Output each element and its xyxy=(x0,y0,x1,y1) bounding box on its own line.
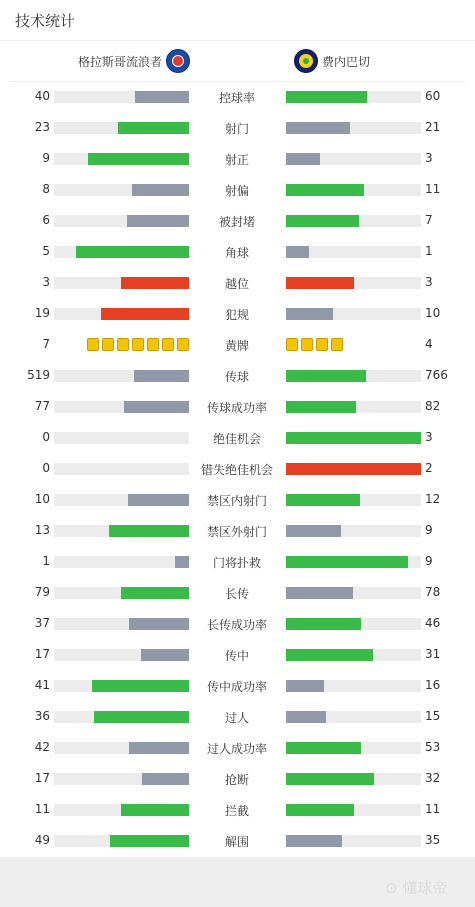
stat-label: 传球成功率 xyxy=(206,401,267,415)
home-bar xyxy=(121,587,189,599)
teams-header xyxy=(10,41,465,82)
home-bar-track xyxy=(54,153,189,165)
home-yellow-cards xyxy=(87,338,189,352)
away-value: 82 xyxy=(425,399,441,413)
away-value: 21 xyxy=(425,120,441,134)
stat-row xyxy=(0,453,475,484)
stat-label: 绝佳机会 xyxy=(212,432,261,446)
yellow-card-icon xyxy=(87,338,99,351)
stat-label: 犯规 xyxy=(224,308,249,322)
stat-label: 传球 xyxy=(224,370,249,384)
stat-row xyxy=(0,81,475,112)
home-bar-track xyxy=(54,618,189,630)
home-team xyxy=(78,41,194,81)
stat-label: 过人成功率 xyxy=(206,742,267,756)
stat-label: 长传 xyxy=(224,587,249,601)
away-value: 766 xyxy=(425,368,448,382)
home-value: 36 xyxy=(34,709,50,723)
away-bar xyxy=(286,835,342,847)
home-bar-track xyxy=(54,711,189,723)
home-value: 8 xyxy=(42,182,50,196)
stat-row xyxy=(0,143,475,174)
away-team xyxy=(290,41,370,81)
away-bar xyxy=(286,463,421,475)
away-value: 9 xyxy=(425,554,433,568)
home-value: 9 xyxy=(42,151,50,165)
home-bar xyxy=(88,153,189,165)
away-bar xyxy=(286,494,360,506)
home-bar-track xyxy=(54,494,189,506)
away-team-name: 费内巴切 xyxy=(322,54,371,69)
home-bar xyxy=(121,804,189,816)
away-bar-track xyxy=(286,742,421,754)
yellow-card-icon xyxy=(102,338,114,351)
home-bar-track xyxy=(54,804,189,816)
yellow-card-icon xyxy=(316,338,328,351)
away-bar xyxy=(286,122,350,134)
home-value: 0 xyxy=(42,430,50,444)
home-bar xyxy=(132,184,189,196)
home-bar xyxy=(94,711,189,723)
stat-label: 错失绝佳机会 xyxy=(200,463,273,477)
home-bar xyxy=(110,835,189,847)
home-value: 10 xyxy=(34,492,50,506)
home-bar-track xyxy=(54,773,189,785)
away-bar-track xyxy=(286,835,421,847)
stat-label: 解围 xyxy=(224,835,249,849)
home-value: 0 xyxy=(42,461,50,475)
home-value: 23 xyxy=(34,120,50,134)
page-title: 技术统计 xyxy=(15,12,76,30)
home-value: 41 xyxy=(34,678,50,692)
away-value: 78 xyxy=(425,585,441,599)
away-yellow-cards xyxy=(286,338,343,352)
away-bar-track xyxy=(286,153,421,165)
away-value: 53 xyxy=(425,740,441,754)
stat-row xyxy=(0,608,475,639)
home-bar xyxy=(109,525,189,537)
home-bar xyxy=(118,122,189,134)
home-value: 1 xyxy=(42,554,50,568)
away-value: 16 xyxy=(425,678,441,692)
yellow-card-icon xyxy=(177,338,189,351)
home-bar xyxy=(135,91,189,103)
away-bar xyxy=(286,649,373,661)
home-bar-track xyxy=(54,525,189,537)
away-bar-track xyxy=(286,122,421,134)
away-bar-track xyxy=(286,587,421,599)
away-value: 60 xyxy=(425,89,441,103)
home-bar xyxy=(76,246,189,258)
away-bar xyxy=(286,401,356,413)
away-bar xyxy=(286,184,364,196)
stat-row xyxy=(0,298,475,329)
away-value: 12 xyxy=(425,492,441,506)
home-bar-track xyxy=(54,649,189,661)
home-bar-track xyxy=(54,680,189,692)
stat-row xyxy=(0,205,475,236)
home-team-name: 格拉斯哥流浪者 xyxy=(78,54,163,69)
home-bar xyxy=(175,556,189,568)
home-value: 17 xyxy=(34,771,50,785)
stat-label: 射偏 xyxy=(224,184,249,198)
home-value: 40 xyxy=(34,89,50,103)
fenerbahce-logo-icon xyxy=(294,49,318,73)
home-bar-track xyxy=(54,122,189,134)
stat-row xyxy=(0,701,475,732)
home-value: 37 xyxy=(34,616,50,630)
away-value: 9 xyxy=(425,523,433,537)
stat-row xyxy=(0,329,475,360)
stat-row xyxy=(0,763,475,794)
yellow-card-icon xyxy=(147,338,159,351)
away-bar-track xyxy=(286,556,421,568)
away-value: 4 xyxy=(425,337,433,351)
away-bar-track xyxy=(286,525,421,537)
title-bar xyxy=(0,0,475,41)
home-bar-track xyxy=(54,308,189,320)
stat-label: 黄牌 xyxy=(224,339,249,353)
home-bar xyxy=(134,370,189,382)
stat-label: 传中 xyxy=(224,649,249,663)
away-bar-track xyxy=(286,308,421,320)
stat-row xyxy=(0,546,475,577)
yellow-card-icon xyxy=(117,338,129,351)
home-value: 6 xyxy=(42,213,50,227)
away-bar-track xyxy=(286,91,421,103)
home-bar xyxy=(92,680,189,692)
stat-row xyxy=(0,732,475,763)
home-value: 19 xyxy=(34,306,50,320)
away-bar xyxy=(286,742,361,754)
home-value: 49 xyxy=(34,833,50,847)
yellow-card-icon xyxy=(301,338,313,351)
away-bar xyxy=(286,587,353,599)
stat-label: 禁区内射门 xyxy=(206,494,267,508)
home-value: 3 xyxy=(42,275,50,289)
home-bar xyxy=(142,773,189,785)
away-bar xyxy=(286,246,309,258)
away-bar xyxy=(286,556,408,568)
home-bar xyxy=(141,649,189,661)
home-bar-track xyxy=(54,432,189,444)
home-bar xyxy=(101,308,189,320)
away-value: 10 xyxy=(425,306,441,320)
stats-list xyxy=(0,81,475,856)
away-bar-track xyxy=(286,277,421,289)
away-bar-track xyxy=(286,246,421,258)
home-bar-track xyxy=(54,401,189,413)
home-bar-track xyxy=(54,556,189,568)
away-bar-track xyxy=(286,401,421,413)
stat-label: 传中成功率 xyxy=(206,680,267,694)
stat-row xyxy=(0,112,475,143)
away-bar-track xyxy=(286,215,421,227)
away-bar xyxy=(286,525,341,537)
away-value: 35 xyxy=(425,833,441,847)
stat-row xyxy=(0,174,475,205)
away-value: 11 xyxy=(425,802,441,816)
stat-label: 射门 xyxy=(224,122,249,136)
home-value: 11 xyxy=(34,802,50,816)
away-bar xyxy=(286,215,359,227)
home-value: 519 xyxy=(27,368,50,382)
away-bar xyxy=(286,432,421,444)
home-bar-track xyxy=(54,370,189,382)
away-bar-track xyxy=(286,804,421,816)
home-bar xyxy=(124,401,189,413)
home-value: 17 xyxy=(34,647,50,661)
away-value: 15 xyxy=(425,709,441,723)
stat-label: 被封堵 xyxy=(218,215,255,229)
stat-row xyxy=(0,422,475,453)
away-bar xyxy=(286,153,320,165)
stat-row xyxy=(0,639,475,670)
stat-label: 长传成功率 xyxy=(206,618,267,632)
away-value: 3 xyxy=(425,430,433,444)
away-bar-track xyxy=(286,494,421,506)
yellow-card-icon xyxy=(162,338,174,351)
away-bar xyxy=(286,91,367,103)
away-bar xyxy=(286,680,324,692)
stat-label: 射正 xyxy=(224,153,249,167)
stat-label: 禁区外射门 xyxy=(206,525,267,539)
stat-row xyxy=(0,484,475,515)
home-bar xyxy=(129,618,189,630)
away-value: 1 xyxy=(425,244,433,258)
home-bar xyxy=(127,215,189,227)
watermark: ⊙ 懂球帝 xyxy=(385,879,448,897)
footer xyxy=(0,857,475,907)
away-bar-track xyxy=(286,432,421,444)
home-bar-track xyxy=(54,587,189,599)
away-bar-track xyxy=(286,463,421,475)
home-bar-track xyxy=(54,463,189,475)
away-bar-track xyxy=(286,618,421,630)
stat-row xyxy=(0,391,475,422)
stat-row xyxy=(0,236,475,267)
away-bar-track xyxy=(286,649,421,661)
away-value: 7 xyxy=(425,213,433,227)
home-value: 7 xyxy=(42,337,50,351)
yellow-card-icon xyxy=(132,338,144,351)
stat-row xyxy=(0,825,475,856)
stat-row xyxy=(0,577,475,608)
stat-row xyxy=(0,670,475,701)
away-value: 2 xyxy=(425,461,433,475)
stat-row xyxy=(0,515,475,546)
away-bar xyxy=(286,618,361,630)
away-value: 3 xyxy=(425,275,433,289)
stat-label: 门将扑救 xyxy=(212,556,261,570)
home-value: 77 xyxy=(34,399,50,413)
home-value: 13 xyxy=(34,523,50,537)
home-bar xyxy=(121,277,189,289)
stat-label: 过人 xyxy=(224,711,249,725)
away-bar xyxy=(286,277,354,289)
home-bar-track xyxy=(54,91,189,103)
home-bar-track xyxy=(54,742,189,754)
away-bar-track xyxy=(286,711,421,723)
yellow-card-icon xyxy=(331,338,343,351)
yellow-card-icon xyxy=(286,338,298,351)
home-bar-track xyxy=(54,246,189,258)
stat-label: 抢断 xyxy=(224,773,249,787)
rangers-logo-icon xyxy=(166,49,190,73)
away-value: 11 xyxy=(425,182,441,196)
away-bar-track xyxy=(286,773,421,785)
away-bar xyxy=(286,308,333,320)
stat-row xyxy=(0,794,475,825)
home-bar-track xyxy=(54,215,189,227)
home-value: 42 xyxy=(34,740,50,754)
home-bar-track xyxy=(54,835,189,847)
stat-row xyxy=(0,267,475,298)
away-bar xyxy=(286,773,374,785)
away-bar-track xyxy=(286,184,421,196)
stat-label: 拦截 xyxy=(224,804,249,818)
away-value: 3 xyxy=(425,151,433,165)
stat-label: 越位 xyxy=(224,277,249,291)
home-bar-track xyxy=(54,184,189,196)
away-value: 46 xyxy=(425,616,441,630)
away-bar xyxy=(286,711,326,723)
away-bar xyxy=(286,370,366,382)
home-bar-track xyxy=(54,277,189,289)
home-value: 5 xyxy=(42,244,50,258)
away-value: 31 xyxy=(425,647,441,661)
stat-row xyxy=(0,360,475,391)
away-bar-track xyxy=(286,370,421,382)
home-bar xyxy=(129,742,189,754)
away-bar xyxy=(286,804,354,816)
away-value: 32 xyxy=(425,771,441,785)
home-bar xyxy=(128,494,189,506)
stat-label: 控球率 xyxy=(218,91,255,105)
stat-label: 角球 xyxy=(224,246,249,260)
home-value: 79 xyxy=(34,585,50,599)
away-bar-track xyxy=(286,680,421,692)
